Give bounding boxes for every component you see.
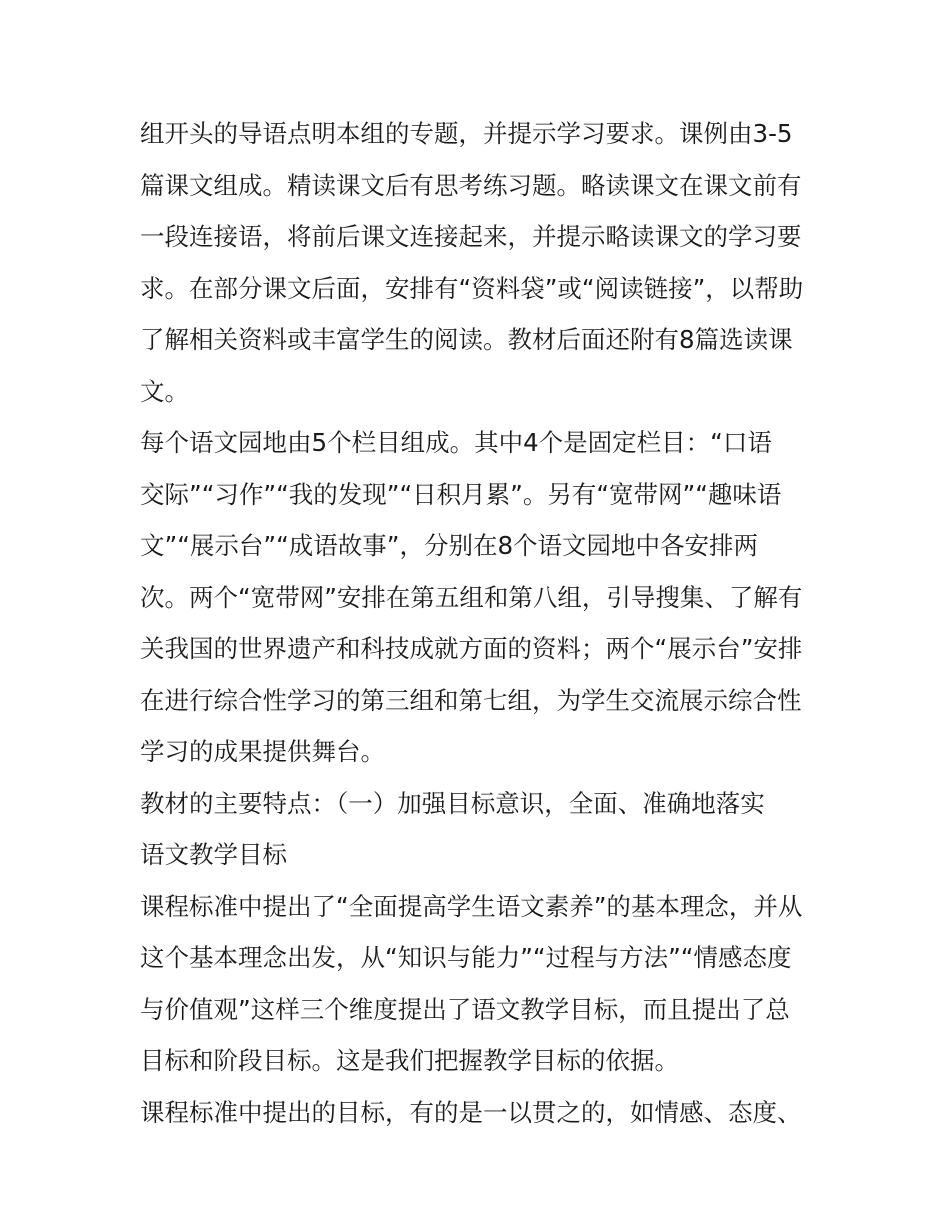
paragraph-main-features xyxy=(140,778,820,881)
paragraph-curriculum-goals xyxy=(140,1087,820,1139)
paragraph-language-garden xyxy=(140,417,820,778)
text-line: 关我国的世界遗产和科技成就方面的资料；两个“展示台”安排 xyxy=(140,634,803,663)
paragraph-curriculum-standard xyxy=(140,881,820,1087)
text-line: 这个基本理念出发，从“知识与能力”“过程与方法”“情感态度 xyxy=(140,943,792,972)
text-line: 文。 xyxy=(140,376,189,406)
text-line: 课程标准中提出了“全面提高学生语文素养”的基本理念，并从 xyxy=(140,891,803,921)
paragraph-lesson-structure xyxy=(140,108,820,417)
body-text xyxy=(140,108,820,1138)
text-line: 目标和阶段目标。这是我们把握教学目标的依据。 xyxy=(140,1046,679,1075)
text-line: 了解相关资料或丰富学生的阅读。教材后面还附有8篇选读课 xyxy=(140,325,793,354)
text-line: 次。两个“宽带网”安排在第五组和第八组，引导搜集、了解有 xyxy=(140,582,803,612)
text-line: 在进行综合性学习的第三组和第七组，为学生交流展示综合性 xyxy=(140,685,802,715)
text-line: 求。在部分课文后面，安排有“资料袋”或“阅读链接”，以帮助 xyxy=(140,273,804,303)
text-line: 语文教学目标 xyxy=(140,840,287,869)
text-line: 交际”“习作”“我的发现”“日积月累”。另有“宽带网”“趣味语 xyxy=(140,479,782,509)
text-line: 教材的主要特点：（一）加强目标意识，全面、准确地落实 xyxy=(140,788,765,818)
text-line: 组开头的导语点明本组的专题，并提示学习要求。课例由3-5 xyxy=(140,119,793,148)
text-line: 文”“展示台”“成语故事”，分别在8个语文园地中各安排两 xyxy=(140,531,759,560)
text-line: 与价值观”这样三个维度提出了语文教学目标，而且提出了总 xyxy=(140,994,790,1024)
text-line: 一段连接语，将前后课文连接起来，并提示略读课文的学习要 xyxy=(140,222,802,251)
text-line: 学习的成果提供舞台。 xyxy=(140,737,385,766)
text-line: 课程标准中提出的目标，有的是一以贯之的，如情感、态度、 xyxy=(140,1097,802,1127)
text-line: 每个语文园地由5个栏目组成。其中4个是固定栏目：“口语 xyxy=(140,428,772,457)
text-line: 篇课文组成。精读课文后有思考练习题。略读课文在课文前有 xyxy=(140,170,802,200)
